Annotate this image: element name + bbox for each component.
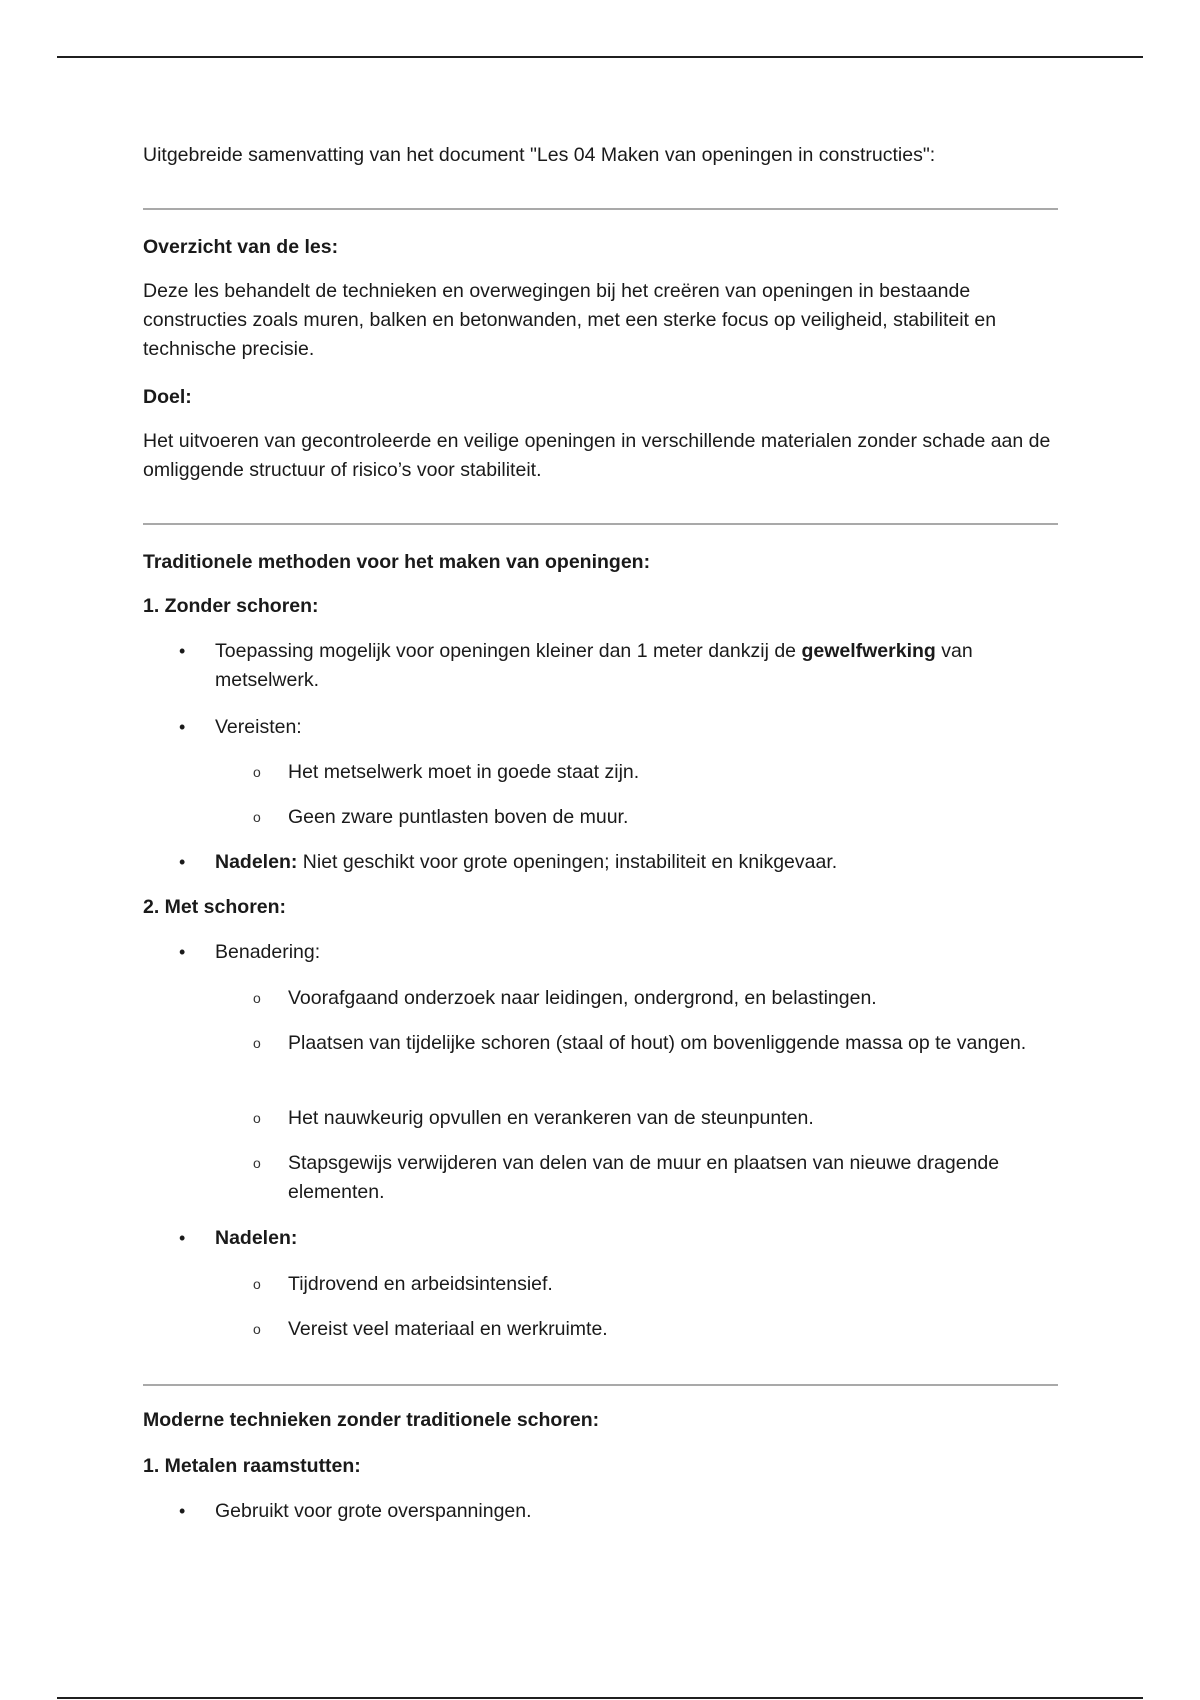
page-top-rule [57,56,1143,58]
bullet-icon: • [179,1228,186,1248]
sub-list-item: Tijdrovend en arbeidsintensief. [288,1273,553,1295]
list-item-text: Toepassing mogelijk voor openingen kleiner dan 1 meter dankzij de [215,640,802,662]
goal-text: Het uitvoeren van gecontroleerde en veilige openingen in verschillende materialen zonder schade aan de omliggende structuur of risico’s voor stabiliteit. [143,430,1051,481]
sub-list-item: Stapsgewijs verwijderen van delen van de muur en plaatsen van nieuwe dragende elementen. [288,1152,1000,1203]
list-item: Nadelen: [215,1227,298,1249]
sub-list-item: Vereist veel materiaal en werkruimte. [288,1318,608,1340]
sub-list-item: Het metselwerk moet in goede staat zijn. [288,761,640,783]
list-item: Gebruikt voor grote overspanningen. [215,1500,532,1522]
goal-heading: Doel: [143,386,192,408]
list-item: Vereisten: [215,716,302,738]
without-shoring-heading: 1. Zonder schoren: [143,595,319,617]
circle-bullet-icon: o [253,990,261,1006]
circle-bullet-icon: o [253,1155,261,1171]
overview-heading: Overzicht van de les: [143,236,339,258]
intro-text: Uitgebreide samenvatting van het document "Les 04 Maken van openingen in constructies": [143,144,936,166]
sub-list-item: Voorafgaand onderzoek naar leidingen, ondergrond, en belastingen. [288,987,877,1009]
section-divider [143,523,1058,525]
bullet-icon: • [179,942,186,962]
modern-heading: Moderne technieken zonder traditionele schoren: [143,1409,600,1431]
circle-bullet-icon: o [253,1321,261,1337]
frame-props-heading: 1. Metalen raamstutten: [143,1455,361,1477]
traditional-heading: Traditionele methoden voor het maken van openingen: [143,551,651,573]
circle-bullet-icon: o [253,1110,261,1126]
list-item-bold: gewelfwerking [801,640,936,662]
circle-bullet-icon: o [253,1035,261,1051]
with-shoring-heading: 2. Met schoren: [143,896,287,918]
list-item [215,848,1055,877]
section-divider [143,1384,1058,1386]
list-item [215,637,1055,695]
sub-list-item: Plaatsen van tijdelijke schoren (staal of hout) om bovenliggende massa op te vangen. [288,1032,1027,1054]
circle-bullet-icon: o [253,1276,261,1292]
circle-bullet-icon: o [253,809,261,825]
bullet-icon: • [179,641,186,661]
section-divider [143,208,1058,210]
overview-text: Deze les behandelt de technieken en overwegingen bij het creëren van openingen in bestaande constructies zoals muren, balken en betonwanden, met een sterke focus op veiligheid, stabiliteit en technische precisie. [143,280,997,360]
page-bottom-rule [57,1697,1143,1699]
bullet-icon: • [179,1501,186,1521]
list-item-text: van metselwerk. [215,640,973,691]
bullet-icon: • [179,852,186,872]
circle-bullet-icon: o [253,764,261,780]
list-item: Benadering: [215,941,321,963]
sub-list-item: Het nauwkeurig opvullen en verankeren van de steunpunten. [288,1107,814,1129]
list-item-bold: Nadelen: [215,851,298,873]
bullet-icon: • [179,717,186,737]
list-item-text: Niet geschikt voor grote openingen; instabiliteit en knikgevaar. [297,851,838,873]
sub-list-item: Geen zware puntlasten boven de muur. [288,806,629,828]
